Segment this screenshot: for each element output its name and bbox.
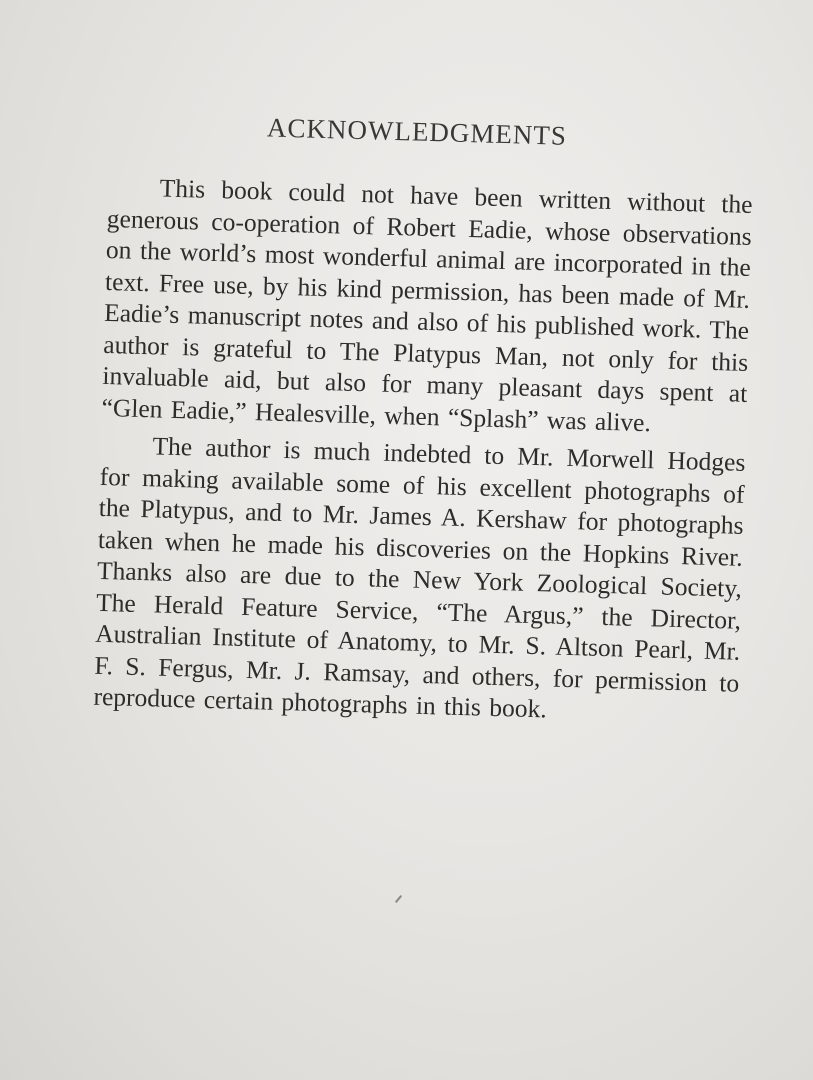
paragraph-1: This book could not have been written without the generous co-operation of Robert Eadie, whose observations on the world’s most wonderful animal are incorporated in the text. Free use, by his kind permission, has been made of Mr. Eadie’s manuscript notes and also of his published work. The author is grateful to The Platypus Man, not only for this invaluable aid, but also for many pleasant days spent at “Glen Eadie,” Healesville, when “Splash” was alive. (101, 173, 753, 437)
acknowledgments-section (93, 108, 755, 730)
page-heading: ACKNOWLEDGMENTS (266, 112, 568, 151)
ink-mark (395, 895, 402, 903)
paragraph-2: The author is much indebted to Mr. Morwell Hodges for making available some of his excellent photographs of the Platypus, and to Mr. James A. Kershaw for photographs taken when he made his discoveries on the Hopkins River. Thanks also are due to the New York Zoological Society, The Herald Feature Service, “The Argus,” the Director, Australian Institute of Anatomy, to Mr. S. Altson Pearl, Mr. F. S. Fergus, Mr. J. Ramsay, and others, for permission to reproduce certain photographs in this book. (93, 431, 746, 724)
